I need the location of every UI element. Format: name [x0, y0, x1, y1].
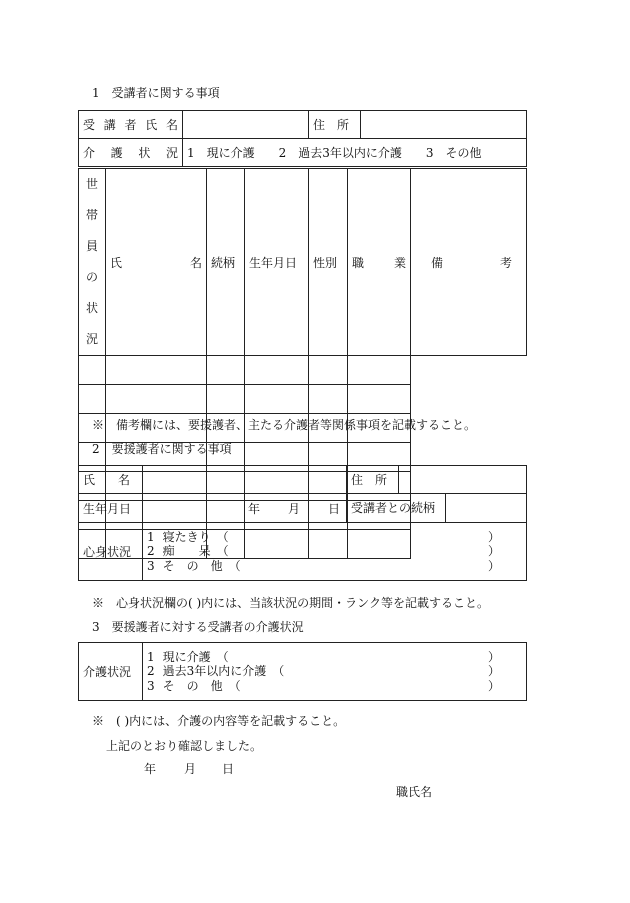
item-open-paren: （ [216, 544, 229, 559]
side-label-char: 況 [85, 332, 98, 346]
household-cell-name[interactable] [79, 385, 106, 414]
item-close-paren: ） [487, 678, 500, 693]
recipient-address-label: 住 所 [347, 466, 399, 494]
item-close-paren: ） [487, 544, 500, 559]
side-label-char: の [85, 270, 98, 284]
month-label: 月 [287, 501, 300, 516]
recipient-birth-field[interactable] [143, 494, 347, 523]
care-situation-list [143, 643, 527, 701]
item-number: 1 [147, 649, 155, 664]
trainee-address-label: 住 所 [309, 111, 361, 139]
header-birthdate: 生年月日 [245, 169, 309, 356]
signature-label: 職氏名 [396, 785, 433, 799]
section1-note: ※ 備考欄には、要援護者、主たる介護者等関係事項を記載すること。 [92, 418, 477, 432]
household-row [79, 356, 527, 385]
section3-heading: 3 要援護者に対する受講者の介護状況 [92, 620, 304, 634]
item-open-paren: （ [216, 529, 229, 544]
trainee-address-field[interactable] [361, 111, 527, 139]
trainee-info-table [78, 110, 527, 167]
side-label-char: 員 [85, 239, 98, 253]
header-relation: 続柄 [207, 169, 245, 356]
household-side-label [79, 169, 106, 356]
item-text: 痴 呆 [162, 544, 211, 559]
list-item [147, 679, 500, 694]
day-label: 日 [327, 501, 340, 516]
date-day: 日 [222, 762, 235, 776]
section3-note: ※ ( )内には、介護の内容等を記載すること。 [92, 714, 346, 728]
list-item [147, 559, 500, 574]
confirmation-text: 上記のとおり確認しました。 [106, 739, 263, 753]
household-cell-remarks[interactable] [348, 356, 411, 385]
item-number: 3 [147, 558, 155, 573]
side-label-char: 世 [85, 177, 98, 191]
list-item [147, 530, 500, 545]
item-number: 2 [147, 664, 155, 679]
list-item [147, 544, 500, 559]
household-cell-name[interactable] [79, 356, 106, 385]
header-sex: 性別 [309, 169, 348, 356]
item-open-paren: （ [216, 649, 229, 664]
household-cell-birthdate[interactable] [207, 356, 245, 385]
relation-to-trainee-label: 受講者との続柄 [347, 494, 527, 523]
item-close-paren: ） [487, 529, 500, 544]
recipient-name-field[interactable] [143, 466, 347, 494]
trainee-name-label: 受 講 者 氏 名 [79, 111, 183, 139]
recipient-birth-label: 生年月日 [79, 494, 143, 523]
care-situation-label: 介護状況 [79, 643, 143, 701]
condition-list [143, 523, 527, 581]
household-cell-remarks[interactable] [348, 385, 411, 414]
item-open-paren: （ [228, 678, 241, 693]
item-number: 1 [147, 529, 155, 544]
item-number: 2 [147, 544, 155, 559]
side-label-char: 状 [85, 301, 98, 315]
header-remarks: 備 考 [411, 169, 527, 356]
header-occupation: 職 業 [348, 169, 411, 356]
date-month: 月 [184, 762, 197, 776]
care-recipient-table [78, 465, 527, 581]
year-label: 年 [247, 501, 260, 516]
household-cell-relation[interactable] [106, 385, 207, 414]
section2-heading: 2 要援護者に関する事項 [92, 442, 232, 456]
household-cell-sex[interactable] [245, 356, 309, 385]
household-cell-birthdate[interactable] [207, 385, 245, 414]
list-item [147, 664, 500, 679]
item-close-paren: ） [487, 558, 500, 573]
household-cell-occupation[interactable] [309, 356, 348, 385]
item-open-paren: （ [272, 664, 285, 679]
care-status-label: 介 護 状 況 [79, 139, 183, 167]
household-cell-sex[interactable] [245, 385, 309, 414]
item-close-paren: ） [487, 664, 500, 679]
condition-label: 心身状況 [79, 523, 143, 581]
section1-heading: 1 受講者に関する事項 [92, 86, 220, 100]
side-label-char: 帯 [85, 208, 98, 222]
household-cell-relation[interactable] [106, 356, 207, 385]
section2-note: ※ 心身状況欄の( )内には、当該状況の期間・ランク等を記載すること。 [92, 596, 489, 610]
item-text: そ の 他 [162, 678, 223, 693]
recipient-address-field[interactable] [399, 466, 527, 494]
item-open-paren: （ [228, 558, 241, 573]
trainee-name-field[interactable] [183, 111, 309, 139]
item-close-paren: ） [487, 649, 500, 664]
item-text: 過去3年以内に介護 [162, 664, 267, 679]
household-cell-occupation[interactable] [309, 385, 348, 414]
list-item [147, 650, 500, 665]
item-text: 寝たきり [162, 529, 211, 544]
recipient-name-label: 氏 名 [79, 466, 143, 494]
household-row [79, 385, 527, 414]
header-name: 氏 名 [106, 169, 207, 356]
item-text: そ の 他 [162, 558, 223, 573]
item-number: 3 [147, 678, 155, 693]
care-situation-table [78, 642, 527, 701]
care-status-options: 1 現に介護 2 過去3年以内に介護 3 その他 [183, 139, 527, 167]
date-year: 年 [144, 762, 157, 776]
item-text: 現に介護 [162, 649, 211, 664]
